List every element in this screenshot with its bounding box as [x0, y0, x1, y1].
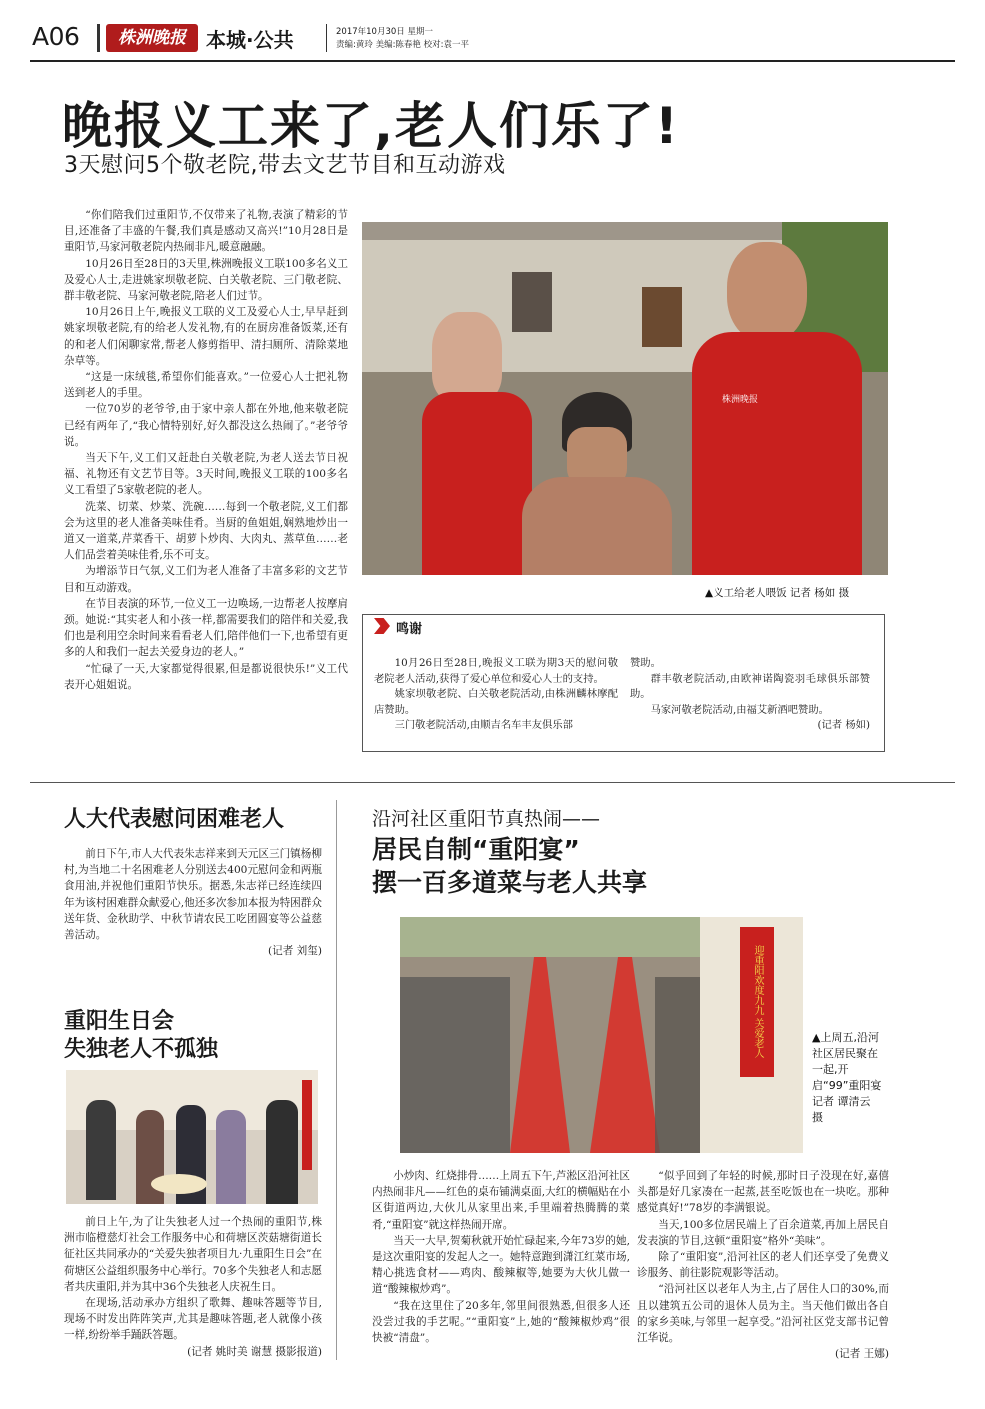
yanhe-headline-2: 摆一百多道菜与老人共享 — [372, 868, 648, 897]
paragraph: 小炒肉、红烧排骨……上周五下午,芦淞区沿河社区内热闹非凡——红色的桌布铺满桌面,大红的横幅贴在小区街道两边,大伙儿从家里出来,手里端着热腾腾的菜肴,“重阳宴”就这样热闹开席。 — [372, 1170, 630, 1231]
paragraph: 当天下午,义工们又赶赴白关敬老院,为老人送去节日祝福、礼物还有文艺节目等。3天时间,晚报义工联的100多名义工看望了5家敬老院的老人。 — [64, 452, 348, 497]
paragraph: 赞助。 — [630, 657, 661, 669]
paragraph: 10月26日至28日,晚报义工联为期3天的慰问敬老院老人活动,获得了爱心单位和爱心人士的支持。 — [374, 657, 618, 685]
paragraph: 群丰敬老院活动,由欧神诺陶瓷羽毛球俱乐部赞助。 — [630, 672, 870, 700]
paper-logo — [106, 24, 198, 52]
paragraph: 当天一大早,贺菊秋就开始忙碌起来,今年73岁的她,是这次重阳宴的发起人之一。她特意跑到潇江红菜市场,精心挑选食材——鸡肉、酸辣椒等,她要为大伙儿做一道“酸辣椒炒鸡”。 — [372, 1234, 630, 1296]
paragraph: 姚家坝敬老院、白关敬老院活动,由株洲麟林摩配店赞助。 — [374, 688, 618, 716]
yanhe-photo-caption: ▲上周五,沿河社区居民聚在一起,开启“99”重阳宴 记者 谭清云 摄 — [812, 1031, 882, 1124]
paragraph: “你们陪我们过重阳节,不仅带来了礼物,表演了精彩的节目,还准备了丰盛的午餐,我们真是感动又高兴!”10月28日是重阳节,马家河敬老院内热闹非凡,暖意融融。 — [64, 209, 348, 254]
paragraph: “忙碌了一天,大家都觉得很累,但是都说很快乐!”义工代表开心姐姐说。 — [64, 662, 348, 691]
paper-name: 株洲晚报 — [118, 28, 186, 48]
section-rule — [30, 782, 955, 783]
byline: (记者 杨如) — [817, 719, 870, 731]
byline: (记者 王娜) — [834, 1348, 889, 1361]
paragraph: 洗菜、切菜、炒菜、洗碗……每到一个敬老院,义工们都会为这里的老人准备美味佳肴。当厨的鱼姐姐,娴熟地炒出一道又一道菜,芹菜香干、胡萝卜炒肉、大肉丸、蒸草鱼……老人们品尝着美味佳肴,乐不可支。 — [64, 500, 348, 562]
paragraph: 10月26日上午,晚报义工联的义工及爱心人士,早早赶到姚家坝敬老院,有的给老人发礼物,有的在厨房准备饭菜,还有的和老人们闲聊家常,帮老人修剪指甲、清扫厕所、清除菜地杂草等。 — [64, 306, 348, 367]
banner-text: 迎重阳欢度九九 关爱老人 — [752, 945, 763, 1059]
main-story-body — [64, 207, 348, 693]
masthead-divider — [97, 24, 100, 52]
paragraph: “沿河社区以老年人为主,占了居住人口的30%,而且以建筑五公司的退休人员为主。当天他们做出各自的家乡美味,与邻里一起享受。”沿河社区党支部书记曾江华说。 — [637, 1283, 889, 1345]
column-divider — [336, 800, 337, 1360]
byline: (记者 刘玺) — [267, 945, 322, 958]
paragraph: 当天,100多位居民端上了百余道菜,再加上居民自发表演的节目,这顿“重阳宴”格外“美味”。 — [637, 1218, 889, 1247]
main-subhead: 3天慰问5个敬老院,带去文艺节目和互动游戏 — [64, 153, 506, 178]
paragraph: “似乎回到了年轻的时候,那时日子没现在好,嘉僖头都是好几家凑在一起蒸,甚至吃饭也在一块吃。那种感觉真好!”78岁的李满银说。 — [637, 1170, 889, 1215]
paragraph: 为增添节日气氛,义工们为老人准备了丰富多彩的文艺节目和互动游戏。 — [64, 565, 348, 594]
paragraph: 除了“重阳宴”,沿河社区的老人们还享受了免费义诊服务、前往影院观影等活动。 — [637, 1251, 889, 1280]
paragraph: 三门敬老院活动,由顺吉名车丰友俱乐部 — [394, 719, 573, 731]
thanks-col-2 — [630, 656, 870, 734]
paragraph: 前日下午,市人大代表朱志祥来到天元区三门镇杨柳村,为当地二十名困难老人分别送去400元慰问金和两瓶食用油,并祝他们重阳节快乐。据悉,朱志祥已经连续四年为该村困难群众献爱心,他还多次参加本报为特困群众送年货、金秋助学、中秋节请农民工吃团圆宴等公益慈善活动。 — [64, 848, 322, 942]
masthead-divider — [326, 24, 327, 52]
paragraph: 马家河敬老院活动,由福艾新酒吧赞助。 — [650, 703, 829, 716]
masthead-rule — [30, 60, 955, 62]
paragraph: 10月26日至28日的3天里,株洲晚报义工联100多名义工及爱心人士,走进姚家坝敬老院、白关敬老院、三门敬老院、群丰敬老院、马家河敬老院,陪老人们过节。 — [64, 257, 348, 303]
yanhe-col-2 — [637, 1168, 889, 1362]
paragraph: “我在这里住了20多年,邻里间很熟悉,但很多人还没尝过我的手艺呢。”“重阳宴”上,她的“酸辣椒炒鸡”很快被“清盘”。 — [372, 1299, 630, 1345]
banner — [740, 927, 774, 1077]
section-title: 本城·公共 — [206, 28, 294, 52]
byline: (记者 姚时美 谢慧 摄影报道) — [187, 1345, 322, 1358]
thanks-col-1 — [374, 656, 618, 734]
editors-line: 责编:黄玲 美编:陈春艳 校对:袁一平 — [336, 40, 469, 50]
birthday-headline-2: 失独老人不孤独 — [64, 1037, 219, 1062]
main-headline: 晚报义工来了,老人们乐了! — [62, 97, 680, 155]
date-line: 2017年10月30日 星期一 — [336, 27, 433, 37]
yanhe-kicker: 沿河社区重阳节真热闹—— — [372, 808, 601, 830]
yanhe-headline-1: 居民自制“重阳宴” — [372, 835, 580, 864]
yanhe-photo — [400, 917, 803, 1153]
main-photo-caption: ▲义工给老人喂饭 记者 杨如 摄 — [705, 587, 850, 599]
thanks-label: 鸣谢 — [396, 622, 423, 637]
yanhe-col-1 — [372, 1168, 630, 1346]
paragraph: 在现场,活动承办方组织了歌舞、趣味答题等节目,现场不时发出阵阵笑声,尤其是趣味答题,老人就像小孩一样,纷纷举手踊跃答题。 — [64, 1297, 322, 1342]
page-number: A06 — [32, 22, 80, 51]
paragraph: 前日上午,为了让失独老人过一个热闹的重阳节,株洲市临橙慈灯社会工作服务中心和荷塘区茨菇塘街道长征社区共同承办的“关爱失独者项目九·九重阳生日会”在荷塘区公益组织服务中心举行。70多个失独老人和志愿者共庆重阳,并为其中36个失独老人庆祝生日。 — [64, 1216, 322, 1293]
paragraph: 一位70岁的老爷爷,由于家中亲人都在外地,他来敬老院已经有两年了,“我心情特别好,好久都没这么热闹了。”老爷爷说。 — [64, 403, 348, 448]
npc-headline: 人大代表慰问困难老人 — [64, 807, 285, 832]
birthday-headline-1: 重阳生日会 — [64, 1009, 175, 1034]
birthday-photo — [66, 1070, 318, 1204]
paragraph: 在节目表演的环节,一位义工一边唤场,一边帮老人按摩肩颈。她说:“其实老人和小孩一样,都需要我们的陪伴和关爱,我们也是利用空余时间来看看老人们,陪伴他们一下,也希望有更多的人和我们一起去关爱身边的老人。” — [64, 597, 348, 659]
paragraph: “这是一床绒毯,希望你们能喜欢。”一位爱心人士把礼物送到老人的手里。 — [64, 371, 348, 400]
npc-body — [64, 846, 322, 959]
birthday-body — [64, 1214, 322, 1360]
main-photo: 株洲晚报 — [362, 222, 888, 575]
